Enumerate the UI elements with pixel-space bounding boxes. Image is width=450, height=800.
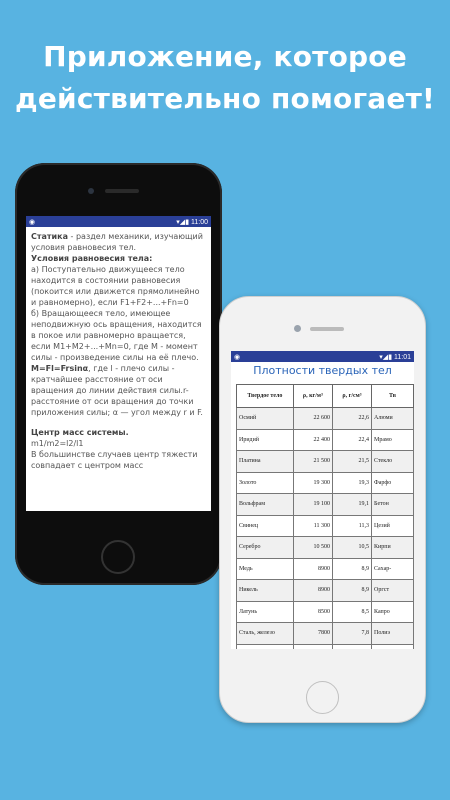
column-header: ρ, г/см³ [332,385,371,408]
table-cell: 19 100 [293,494,332,516]
table-cell: 7,8 [332,623,371,645]
table-row [237,601,414,623]
app-notification-icon: ◉ [29,218,36,226]
table-cell: Латунь [237,601,294,623]
phone-white-screen [231,351,414,649]
status-time: 11:01 [394,353,411,361]
table-cell: 22,4 [332,429,371,451]
table-cell: 22 400 [293,429,332,451]
table-cell: Никель [237,580,294,602]
table-row [237,472,414,494]
table-cell: Стекло [372,451,414,473]
table-cell: 11,3 [332,515,371,537]
table-cell: 22,6 [332,408,371,430]
table-body [237,408,414,650]
table-cell: Мрамо [372,429,414,451]
table-cell: Полиэ [372,623,414,645]
status-bar [231,351,414,362]
paragraph: б) Вращающееся тело, имеющее неподвижную ось вращения, находится в покое или равномерно вращается, если M1+M2+...+Mn=0, где M - момент силы - произведение силы на её плечо. [31,309,202,362]
home-button[interactable] [101,540,135,574]
status-time: 11:00 [191,218,208,226]
table-cell: Осмий [237,408,294,430]
paragraph [31,427,206,438]
paragraph: а) Поступательно движущееся тело находится в состоянии равновесия (покоится или движется прямолинейно и равномерно), если F1+F2+...+Fn=0 [31,265,200,307]
paragraph [31,253,206,264]
table-row [237,408,414,430]
table-row [237,537,414,559]
table-cell: 21,5 [332,451,371,473]
table-cell: Золото [237,472,294,494]
table-cell: 22 600 [293,408,332,430]
density-table [236,384,414,649]
table-row [237,515,414,537]
paragraph: m1/m2=l2/l1 [31,439,84,448]
paragraph [31,363,206,418]
table-cell: 19,1 [332,494,371,516]
section-heading: Центр масс системы. [31,428,129,437]
definition: - раздел механики, изучающий условия равновесия тел. [31,232,203,252]
front-camera-icon [294,325,301,332]
table-cell: 11 300 [293,515,332,537]
table-cell: Кирпи [372,537,414,559]
column-header: Тв [372,385,414,408]
speaker-grille [310,327,344,331]
table-cell: Оргст [372,580,414,602]
table-cell: 10,5 [332,537,371,559]
table-cell: Медь [237,558,294,580]
table-cell: Алюми [372,408,414,430]
table-cell: Вольфрам [237,494,294,516]
statics-article[interactable] [26,227,211,471]
table-cell: 19 300 [293,472,332,494]
formula: M=Fl=Frsinα [31,364,89,373]
table-cell: Платина [237,451,294,473]
column-header: Твердое тело [237,385,294,408]
table-row [237,494,414,516]
table-cell: Сахар- [372,558,414,580]
table-cell: 8900 [293,580,332,602]
headline-line-2: действительно помогает! [15,82,435,115]
promo-headline [0,36,450,120]
table-cell: Свинец [237,515,294,537]
home-button[interactable] [306,681,339,714]
speaker-grille [105,189,139,193]
table-cell: 8,9 [332,580,371,602]
table-cell: 19,3 [332,472,371,494]
phone-black-screen [26,216,211,511]
front-camera-icon [88,188,94,194]
table-row [237,451,414,473]
table-cell: Цезий [372,515,414,537]
table-cell: Фарфо [372,472,414,494]
paragraph [31,231,206,253]
table-cell: 8,9 [332,558,371,580]
status-right: ▾◢▮ 11:00 [176,218,208,226]
page-title: Плотности твердых тел [253,364,392,377]
table-cell: 21 500 [293,451,332,473]
phone-white-mockup [219,296,426,723]
table-row [237,580,414,602]
table-cell: 8500 [293,601,332,623]
status-bar [26,216,211,227]
app-notification-icon: ◉ [234,353,241,361]
paragraph: В большинстве случаев центр тяжести совпадает с центром масс [31,450,198,470]
density-table-container[interactable] [236,384,414,649]
table-cell: Бетон [372,494,414,516]
column-header: ρ, кг/м³ [293,385,332,408]
table-row [237,623,414,645]
term: Статика [31,232,68,241]
status-right: ▾◢▮ 11:01 [379,353,411,361]
table-cell: 10 500 [293,537,332,559]
table-cell: 8900 [293,558,332,580]
table-cell: 7800 [293,623,332,645]
table-row [237,558,414,580]
table-cell: Капро [372,601,414,623]
table-row [237,429,414,451]
formula-explanation: , где l - плечо силы - кратчайшее расстояние от оси вращения до линии действия силы.r- расстояние от оси вращения до точки приложения силы; α — угол между r и F. [31,364,203,417]
phone-black-mockup [15,163,222,585]
section-heading: Условия равновесия тела: [31,254,153,263]
table-cell: Серебро [237,537,294,559]
table-cell: Иридий [237,429,294,451]
table-cell: 8,5 [332,601,371,623]
headline-line-1: Приложение, которое [43,40,407,73]
table-cell: Сталь, железо [237,623,294,645]
